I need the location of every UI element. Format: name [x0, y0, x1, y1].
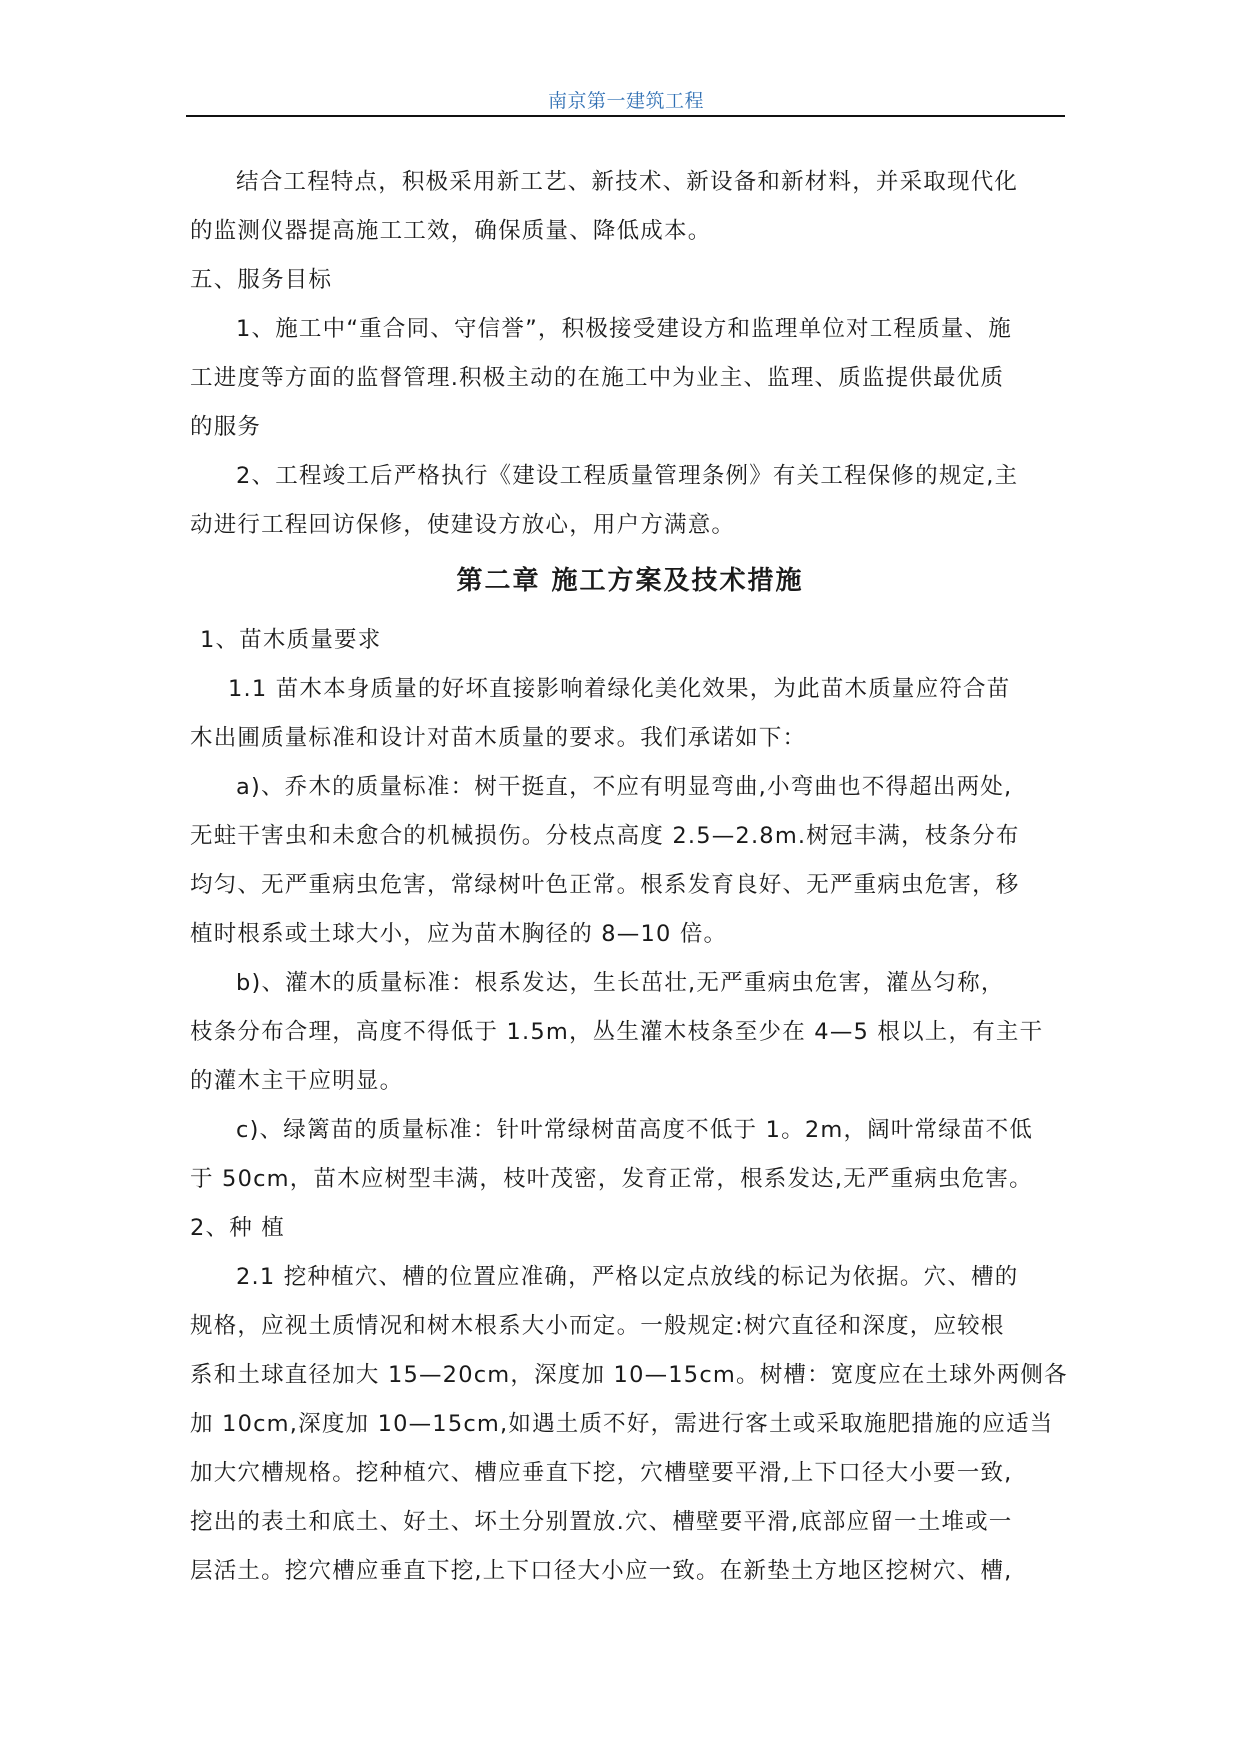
paragraph-line: 无蛀干害虫和未愈合的机械损伤。分枝点高度 2.5—2.8m.树冠丰满，枝条分布	[190, 823, 1020, 849]
paragraph-line: 1、施工中“重合同、守信誉”，积极接受建设方和监理单位对工程质量、施	[236, 316, 1012, 342]
paragraph-line: 木出圃质量标准和设计对苗木质量的要求。我们承诺如下：	[190, 725, 807, 751]
running-header: 南京第一建筑工程	[547, 90, 704, 112]
header-rule	[186, 115, 1065, 117]
paragraph-line: 1.1 苗木本身质量的好坏直接影响着绿化美化效果，为此苗木质量应符合苗	[228, 676, 1011, 702]
paragraph-line: c)、绿篱苗的质量标准：针叶常绿树苗高度不低于 1。2m，阔叶常绿苗不低	[236, 1117, 1034, 1143]
paragraph-line: 2、工程竣工后严格执行《建设工程质量管理条例》有关工程保修的规定,主	[236, 463, 1019, 489]
paragraph-line: 植时根系或土球大小，应为苗木胸径的 8—10 倍。	[190, 921, 728, 947]
paragraph-line: 均匀、无严重病虫危害，常绿树叶色正常。根系发育良好、无严重病虫危害，移	[190, 872, 1020, 898]
paragraph-line: 枝条分布合理，高度不得低于 1.5m，丛生灌木枝条至少在 4—5 根以上，有主干	[190, 1019, 1044, 1045]
paragraph-line: 层活土。挖穴槽应垂直下挖,上下口径大小应一致。在新垫土方地区挖树穴、槽,	[190, 1558, 1013, 1584]
chapter-title: 第二章 施工方案及技术措施	[456, 566, 804, 596]
paragraph-line: b)、灌木的质量标准：根系发达，生长茁壮,无严重病虫危害，灌丛匀称，	[236, 970, 1005, 996]
paragraph-line: 结合工程特点，积极采用新工艺、新技术、新设备和新材料，并采取现代化	[236, 169, 1019, 195]
paragraph-line: 挖出的表土和底土、好土、坏土分别置放.穴、槽壁要平滑,底部应留一土堆或一	[190, 1509, 1013, 1535]
paragraph-line: 的监测仪器提高施工工效，确保质量、降低成本。	[190, 218, 712, 244]
section-heading: 1、苗木质量要求	[200, 627, 382, 653]
paragraph-line: 的灌木主干应明显。	[190, 1068, 404, 1094]
paragraph-line: 规格，应视土质情况和树木根系大小而定。一般规定:树穴直径和深度，应较根	[190, 1313, 1005, 1339]
section-heading: 2、种 植	[190, 1215, 285, 1241]
paragraph-line: 加 10cm,深度加 10—15cm,如遇土质不好，需进行客土或采取施肥措施的应适当	[190, 1411, 1054, 1437]
paragraph-line: 动进行工程回访保修，使建设方放心，用户方满意。	[190, 512, 736, 538]
paragraph-line: 2.1 挖种植穴、槽的位置应准确，严格以定点放线的标记为依据。穴、槽的	[236, 1264, 1019, 1290]
section-heading: 五、服务目标	[190, 267, 333, 293]
paragraph-line: 加大穴槽规格。挖种植穴、槽应垂直下挖，穴槽壁要平滑,上下口径大小要一致,	[190, 1460, 1013, 1486]
paragraph-line: 于 50cm，苗木应树型丰满，枝叶茂密，发育正常，根系发达,无严重病虫危害。	[190, 1166, 1033, 1192]
paragraph-line: 工进度等方面的监督管理.积极主动的在施工中为业主、监理、质监提供最优质	[190, 365, 1005, 391]
paragraph-line: a)、乔木的质量标准：树干挺直，不应有明显弯曲,小弯曲也不得超出两处,	[236, 774, 1013, 800]
paragraph-line: 的服务	[190, 414, 262, 440]
document-body	[190, 158, 1068, 1596]
paragraph-line: 系和土球直径加大 15—20cm，深度加 10—15cm。树槽：宽度应在土球外两侧各	[190, 1362, 1068, 1388]
